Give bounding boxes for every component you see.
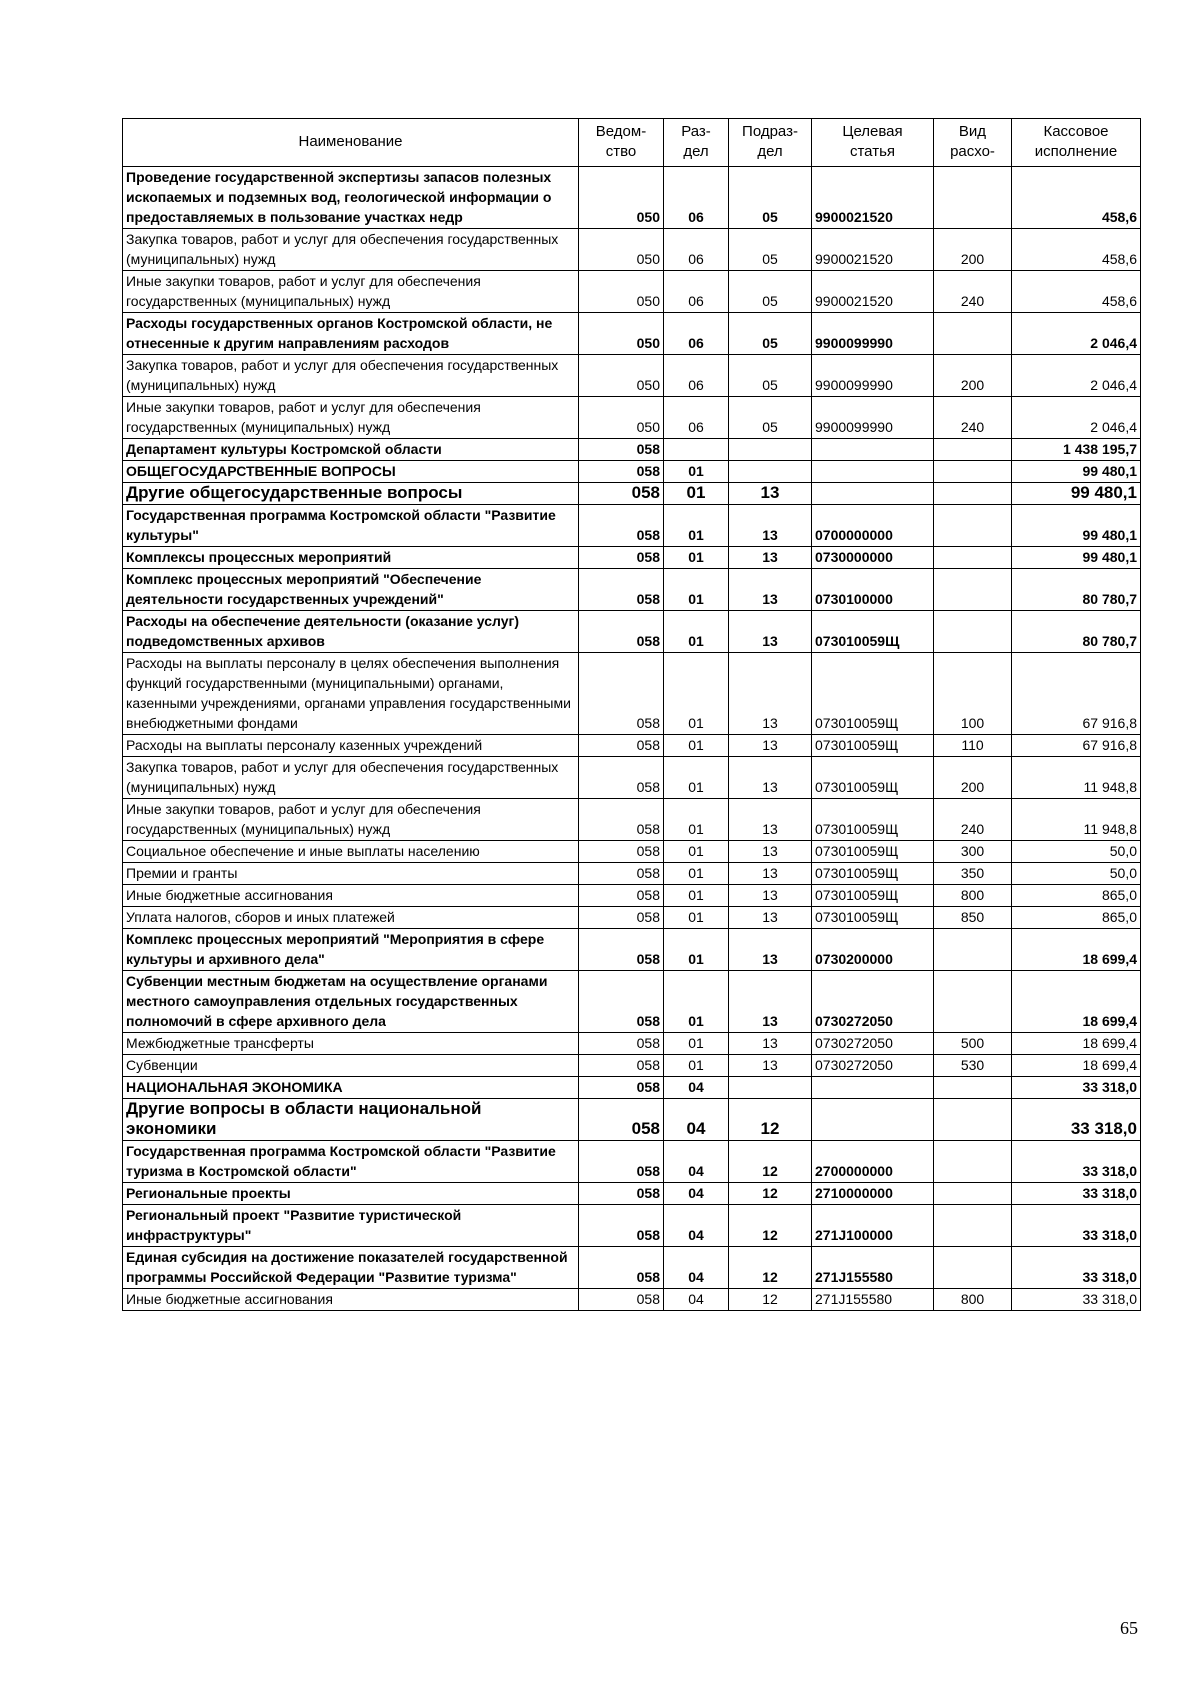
target-article-code	[812, 483, 934, 505]
department-code: 058	[579, 757, 664, 799]
department-code: 058	[579, 1055, 664, 1077]
section-code: 01	[664, 569, 729, 611]
department-code: 058	[579, 841, 664, 863]
department-code: 058	[579, 907, 664, 929]
row-name: Другие вопросы в области национальной экономики	[123, 1099, 579, 1141]
col-header-expense-type: Вид расхо-	[934, 119, 1012, 167]
cash-execution-value: 99 480,1	[1012, 547, 1141, 569]
subsection-code	[729, 1077, 812, 1099]
target-article-code: 0730272050	[812, 1033, 934, 1055]
target-article-code	[812, 1077, 934, 1099]
row-name: Закупка товаров, работ и услуг для обеспечения государственных (муниципальных) нужд	[123, 355, 579, 397]
table-row	[123, 1141, 1141, 1183]
expense-type-code: 530	[934, 1055, 1012, 1077]
target-article-code: 271J100000	[812, 1205, 934, 1247]
subsection-code	[729, 461, 812, 483]
expense-type-code	[934, 1183, 1012, 1205]
cash-execution-value: 99 480,1	[1012, 461, 1141, 483]
cash-execution-value: 18 699,4	[1012, 971, 1141, 1033]
table-row	[123, 229, 1141, 271]
table-row	[123, 1077, 1141, 1099]
target-article-code: 271J155580	[812, 1289, 934, 1311]
subsection-code: 13	[729, 863, 812, 885]
table-row	[123, 355, 1141, 397]
department-code: 058	[579, 505, 664, 547]
cash-execution-value: 1 438 195,7	[1012, 439, 1141, 461]
department-code: 050	[579, 355, 664, 397]
table-row	[123, 439, 1141, 461]
row-name: Иные бюджетные ассигнования	[123, 1289, 579, 1311]
target-article-code: 0730272050	[812, 1055, 934, 1077]
target-article-code: 2700000000	[812, 1141, 934, 1183]
section-code: 04	[664, 1247, 729, 1289]
expense-type-code: 850	[934, 907, 1012, 929]
department-code: 058	[579, 1033, 664, 1055]
cash-execution-value: 18 699,4	[1012, 1055, 1141, 1077]
subsection-code: 13	[729, 971, 812, 1033]
expense-type-code	[934, 547, 1012, 569]
row-name: Иные бюджетные ассигнования	[123, 885, 579, 907]
section-code: 06	[664, 271, 729, 313]
row-name: Субвенции	[123, 1055, 579, 1077]
cash-execution-value: 865,0	[1012, 907, 1141, 929]
expense-type-code: 110	[934, 735, 1012, 757]
table-row	[123, 907, 1141, 929]
section-code: 04	[664, 1141, 729, 1183]
subsection-code: 12	[729, 1289, 812, 1311]
table-row	[123, 397, 1141, 439]
cash-execution-value: 18 699,4	[1012, 929, 1141, 971]
table-row	[123, 971, 1141, 1033]
table-row	[123, 735, 1141, 757]
table-row	[123, 1205, 1141, 1247]
target-article-code	[812, 1099, 934, 1141]
row-name: Комплексы процессных мероприятий	[123, 547, 579, 569]
department-code: 058	[579, 653, 664, 735]
subsection-code: 13	[729, 799, 812, 841]
expense-type-code: 100	[934, 653, 1012, 735]
section-code: 06	[664, 229, 729, 271]
department-code: 058	[579, 885, 664, 907]
target-article-code: 073010059Щ	[812, 611, 934, 653]
table-row	[123, 863, 1141, 885]
department-code: 058	[579, 929, 664, 971]
subsection-code: 05	[729, 355, 812, 397]
cash-execution-value: 67 916,8	[1012, 735, 1141, 757]
subsection-code: 13	[729, 1033, 812, 1055]
target-article-code: 0730000000	[812, 547, 934, 569]
department-code: 050	[579, 313, 664, 355]
cash-execution-value: 11 948,8	[1012, 757, 1141, 799]
subsection-code: 13	[729, 653, 812, 735]
table-row	[123, 653, 1141, 735]
section-code: 01	[664, 841, 729, 863]
subsection-code: 13	[729, 611, 812, 653]
expense-type-code	[934, 1205, 1012, 1247]
cash-execution-value: 33 318,0	[1012, 1205, 1141, 1247]
row-name: Комплекс процессных мероприятий "Мероприятия в сфере культуры и архивного дела"	[123, 929, 579, 971]
expense-type-code: 200	[934, 757, 1012, 799]
target-article-code: 271J155580	[812, 1247, 934, 1289]
department-code: 058	[579, 1183, 664, 1205]
target-article-code: 073010059Щ	[812, 907, 934, 929]
row-name: Другие общегосударственные вопросы	[123, 483, 579, 505]
section-code: 01	[664, 611, 729, 653]
target-article-code: 073010059Щ	[812, 841, 934, 863]
subsection-code: 13	[729, 907, 812, 929]
table-row	[123, 461, 1141, 483]
table-row	[123, 271, 1141, 313]
cash-execution-value: 33 318,0	[1012, 1183, 1141, 1205]
subsection-code: 12	[729, 1183, 812, 1205]
table-row	[123, 547, 1141, 569]
table-row	[123, 1183, 1141, 1205]
subsection-code: 05	[729, 229, 812, 271]
cash-execution-value: 2 046,4	[1012, 397, 1141, 439]
cash-execution-value: 458,6	[1012, 271, 1141, 313]
row-name: Закупка товаров, работ и услуг для обеспечения государственных (муниципальных) нужд	[123, 757, 579, 799]
subsection-code: 12	[729, 1099, 812, 1141]
row-name: Расходы на обеспечение деятельности (оказание услуг) подведомственных архивов	[123, 611, 579, 653]
target-article-code: 073010059Щ	[812, 799, 934, 841]
table-row	[123, 483, 1141, 505]
cash-execution-value: 865,0	[1012, 885, 1141, 907]
table-row	[123, 1055, 1141, 1077]
expense-type-code: 240	[934, 271, 1012, 313]
department-code: 058	[579, 483, 664, 505]
expense-type-code: 240	[934, 799, 1012, 841]
target-article-code: 0730200000	[812, 929, 934, 971]
table-row	[123, 167, 1141, 229]
department-code: 058	[579, 971, 664, 1033]
cash-execution-value: 18 699,4	[1012, 1033, 1141, 1055]
cash-execution-value: 80 780,7	[1012, 569, 1141, 611]
section-code: 06	[664, 313, 729, 355]
section-code: 01	[664, 907, 729, 929]
expense-type-code	[934, 1247, 1012, 1289]
col-header-subsection: Подраз- дел	[729, 119, 812, 167]
department-code: 058	[579, 1077, 664, 1099]
target-article-code: 9900021520	[812, 167, 934, 229]
expense-type-code	[934, 611, 1012, 653]
table-row	[123, 885, 1141, 907]
row-name: НАЦИОНАЛЬНАЯ ЭКОНОМИКА	[123, 1077, 579, 1099]
target-article-code: 073010059Щ	[812, 757, 934, 799]
table-row	[123, 841, 1141, 863]
department-code: 058	[579, 461, 664, 483]
section-code: 04	[664, 1205, 729, 1247]
table-row	[123, 1033, 1141, 1055]
section-code: 06	[664, 167, 729, 229]
expense-type-code: 350	[934, 863, 1012, 885]
cash-execution-value: 67 916,8	[1012, 653, 1141, 735]
row-name: Расходы государственных органов Костромской области, не отнесенные к другим направлениям расходов	[123, 313, 579, 355]
subsection-code: 13	[729, 885, 812, 907]
target-article-code: 9900021520	[812, 229, 934, 271]
row-name: Расходы на выплаты персоналу в целях обеспечения выполнения функций государственными (муниципальными) органами, казенными учреждениями, органами управления государственными внебюджетными фондами	[123, 653, 579, 735]
col-header-target-article: Целевая статья	[812, 119, 934, 167]
department-code: 058	[579, 1099, 664, 1141]
subsection-code: 13	[729, 569, 812, 611]
table-row	[123, 1099, 1141, 1141]
row-name: Уплата налогов, сборов и иных платежей	[123, 907, 579, 929]
cash-execution-value: 33 318,0	[1012, 1099, 1141, 1141]
expense-type-code	[934, 313, 1012, 355]
cash-execution-value: 458,6	[1012, 167, 1141, 229]
row-name: Расходы на выплаты персоналу казенных учреждений	[123, 735, 579, 757]
expense-type-code	[934, 483, 1012, 505]
subsection-code: 05	[729, 397, 812, 439]
target-article-code	[812, 461, 934, 483]
cash-execution-value: 50,0	[1012, 841, 1141, 863]
expense-type-code: 200	[934, 229, 1012, 271]
expense-type-code	[934, 929, 1012, 971]
section-code: 01	[664, 757, 729, 799]
row-name: ОБЩЕГОСУДАРСТВЕННЫЕ ВОПРОСЫ	[123, 461, 579, 483]
row-name: Проведение государственной экспертизы запасов полезных ископаемых и подземных вод, геологической информации о предоставляемых в пользование участках недр	[123, 167, 579, 229]
cash-execution-value: 33 318,0	[1012, 1141, 1141, 1183]
subsection-code: 13	[729, 547, 812, 569]
cash-execution-value: 80 780,7	[1012, 611, 1141, 653]
expense-type-code	[934, 569, 1012, 611]
department-code: 058	[579, 611, 664, 653]
section-code: 04	[664, 1289, 729, 1311]
subsection-code: 13	[729, 735, 812, 757]
col-header-cash-execution: Кассовое исполнение	[1012, 119, 1141, 167]
row-name: Единая субсидия на достижение показателей государственной программы Российской Федерации "Развитие туризма"	[123, 1247, 579, 1289]
table-body	[123, 167, 1141, 1311]
row-name: Закупка товаров, работ и услуг для обеспечения государственных (муниципальных) нужд	[123, 229, 579, 271]
row-name: Межбюджетные трансферты	[123, 1033, 579, 1055]
subsection-code: 05	[729, 271, 812, 313]
subsection-code: 13	[729, 929, 812, 971]
department-code: 050	[579, 397, 664, 439]
department-code: 058	[579, 1289, 664, 1311]
table-header-row	[123, 119, 1141, 167]
target-article-code: 9900021520	[812, 271, 934, 313]
cash-execution-value: 33 318,0	[1012, 1247, 1141, 1289]
section-code: 04	[664, 1099, 729, 1141]
section-code: 01	[664, 547, 729, 569]
cash-execution-value: 2 046,4	[1012, 355, 1141, 397]
row-name: Государственная программа Костромской области "Развитие культуры"	[123, 505, 579, 547]
expense-type-code: 300	[934, 841, 1012, 863]
row-name: Региональные проекты	[123, 1183, 579, 1205]
section-code	[664, 439, 729, 461]
cash-execution-value: 99 480,1	[1012, 483, 1141, 505]
subsection-code: 13	[729, 1055, 812, 1077]
subsection-code: 05	[729, 313, 812, 355]
expense-type-code	[934, 1141, 1012, 1183]
section-code: 01	[664, 505, 729, 547]
target-article-code: 9900099990	[812, 355, 934, 397]
cash-execution-value: 50,0	[1012, 863, 1141, 885]
section-code: 01	[664, 483, 729, 505]
department-code: 050	[579, 167, 664, 229]
section-code: 01	[664, 971, 729, 1033]
section-code: 01	[664, 1033, 729, 1055]
target-article-code: 073010059Щ	[812, 653, 934, 735]
section-code: 04	[664, 1077, 729, 1099]
col-header-department: Ведом- ство	[579, 119, 664, 167]
expense-type-code	[934, 461, 1012, 483]
target-article-code: 073010059Щ	[812, 863, 934, 885]
subsection-code: 12	[729, 1247, 812, 1289]
row-name: Иные закупки товаров, работ и услуг для обеспечения государственных (муниципальных) нужд	[123, 397, 579, 439]
department-code: 058	[579, 1141, 664, 1183]
department-code: 058	[579, 547, 664, 569]
cash-execution-value: 11 948,8	[1012, 799, 1141, 841]
expense-type-code: 240	[934, 397, 1012, 439]
page-number: 65	[1120, 1618, 1138, 1638]
subsection-code: 05	[729, 167, 812, 229]
subsection-code: 13	[729, 505, 812, 547]
cash-execution-value: 99 480,1	[1012, 505, 1141, 547]
expense-type-code: 200	[934, 355, 1012, 397]
department-code: 058	[579, 799, 664, 841]
cash-execution-value: 458,6	[1012, 229, 1141, 271]
section-code: 06	[664, 355, 729, 397]
section-code: 01	[664, 653, 729, 735]
row-name: Региональный проект "Развитие туристической инфраструктуры"	[123, 1205, 579, 1247]
section-code: 04	[664, 1183, 729, 1205]
subsection-code: 13	[729, 757, 812, 799]
department-code: 058	[579, 863, 664, 885]
target-article-code: 9900099990	[812, 313, 934, 355]
table-row	[123, 569, 1141, 611]
row-name: Иные закупки товаров, работ и услуг для обеспечения государственных (муниципальных) нужд	[123, 271, 579, 313]
row-name: Премии и гранты	[123, 863, 579, 885]
subsection-code: 13	[729, 483, 812, 505]
section-code: 06	[664, 397, 729, 439]
department-code: 058	[579, 1205, 664, 1247]
expense-type-code	[934, 971, 1012, 1033]
cash-execution-value: 2 046,4	[1012, 313, 1141, 355]
section-code: 01	[664, 929, 729, 971]
table-row	[123, 313, 1141, 355]
expense-type-code	[934, 439, 1012, 461]
row-name: Иные закупки товаров, работ и услуг для обеспечения государственных (муниципальных) нужд	[123, 799, 579, 841]
table-row	[123, 757, 1141, 799]
subsection-code	[729, 439, 812, 461]
expense-type-code	[934, 505, 1012, 547]
target-article-code	[812, 439, 934, 461]
row-name: Социальное обеспечение и иные выплаты населению	[123, 841, 579, 863]
subsection-code: 12	[729, 1141, 812, 1183]
department-code: 058	[579, 439, 664, 461]
row-name: Комплекс процессных мероприятий "Обеспечение деятельности государственных учреждений"	[123, 569, 579, 611]
table-row	[123, 1247, 1141, 1289]
target-article-code: 073010059Щ	[812, 885, 934, 907]
table-row	[123, 1289, 1141, 1311]
department-code: 058	[579, 1247, 664, 1289]
department-code: 058	[579, 735, 664, 757]
expense-type-code: 500	[934, 1033, 1012, 1055]
target-article-code: 0700000000	[812, 505, 934, 547]
subsection-code: 13	[729, 841, 812, 863]
department-code: 050	[579, 271, 664, 313]
table-row	[123, 799, 1141, 841]
subsection-code: 12	[729, 1205, 812, 1247]
section-code: 01	[664, 885, 729, 907]
expense-type-code	[934, 167, 1012, 229]
col-header-section: Раз- дел	[664, 119, 729, 167]
expense-type-code	[934, 1099, 1012, 1141]
target-article-code: 0730100000	[812, 569, 934, 611]
section-code: 01	[664, 461, 729, 483]
cash-execution-value: 33 318,0	[1012, 1289, 1141, 1311]
table-row	[123, 929, 1141, 971]
table-row	[123, 505, 1141, 547]
col-header-name: Наименование	[123, 119, 579, 167]
department-code: 058	[579, 569, 664, 611]
cash-execution-value: 33 318,0	[1012, 1077, 1141, 1099]
department-code: 050	[579, 229, 664, 271]
target-article-code: 2710000000	[812, 1183, 934, 1205]
section-code: 01	[664, 863, 729, 885]
section-code: 01	[664, 1055, 729, 1077]
target-article-code: 073010059Щ	[812, 735, 934, 757]
row-name: Государственная программа Костромской области "Развитие туризма в Костромской области"	[123, 1141, 579, 1183]
section-code: 01	[664, 799, 729, 841]
expense-type-code: 800	[934, 885, 1012, 907]
row-name: Департамент культуры Костромской области	[123, 439, 579, 461]
table-row	[123, 611, 1141, 653]
target-article-code: 9900099990	[812, 397, 934, 439]
expense-type-code	[934, 1077, 1012, 1099]
budget-table	[122, 118, 1141, 1311]
section-code: 01	[664, 735, 729, 757]
expense-type-code: 800	[934, 1289, 1012, 1311]
target-article-code: 0730272050	[812, 971, 934, 1033]
row-name: Субвенции местным бюджетам на осуществление органами местного самоуправления отдельных государственных полномочий в сфере архивного дела	[123, 971, 579, 1033]
